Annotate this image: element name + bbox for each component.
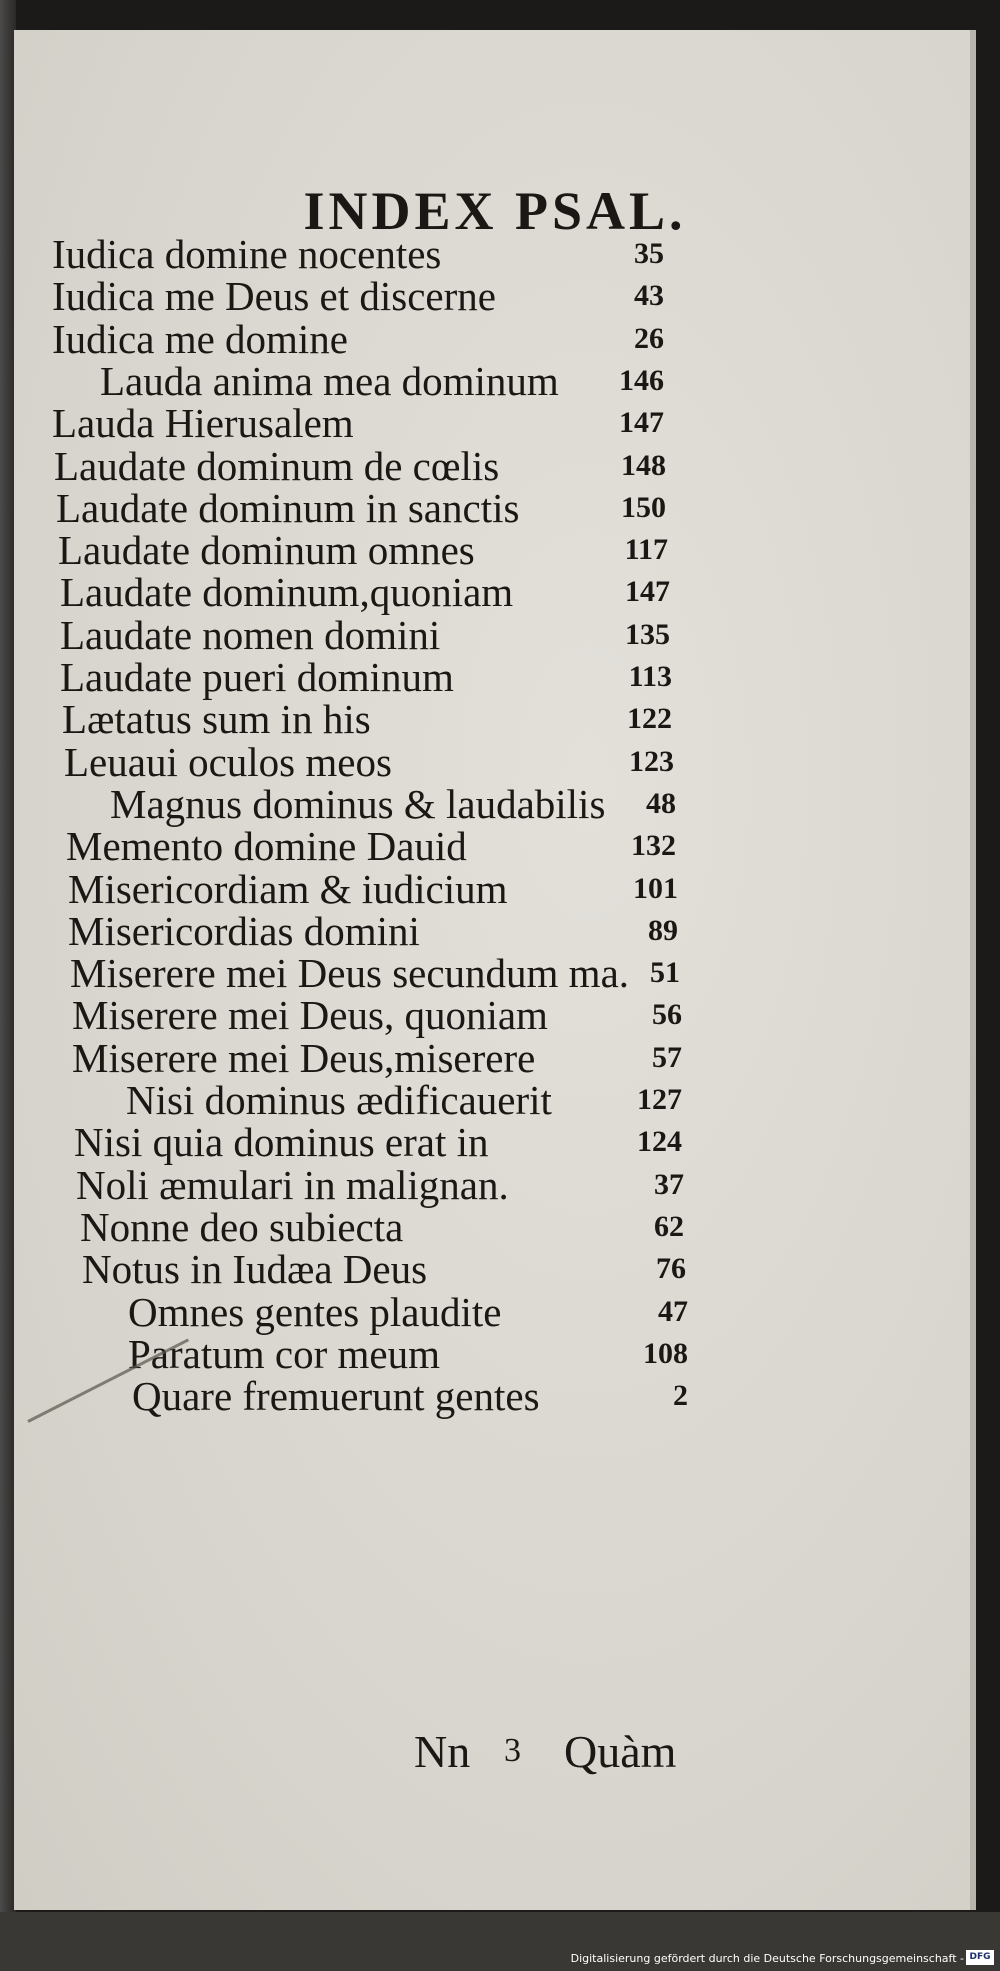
index-entry — [66, 822, 866, 870]
entry-incipit: Notus in Iudæa Deus — [82, 1246, 428, 1293]
index-entry — [52, 315, 852, 363]
entry-page-number: 124 — [637, 1125, 682, 1159]
index-entry — [58, 526, 858, 574]
entry-incipit: Lauda anima mea dominum — [100, 357, 559, 404]
index-entry — [72, 991, 872, 1039]
index-entry — [64, 738, 864, 786]
index-entry — [70, 949, 870, 997]
entry-incipit: Laudate dominum de cœlis — [54, 442, 500, 489]
entry-incipit: Laudate pueri dominum — [60, 654, 454, 700]
entry-incipit: Noli æmulari in malignan. — [76, 1161, 509, 1208]
entry-page-number: 89 — [648, 913, 678, 947]
entry-incipit: Laudate dominum in sanctis — [56, 484, 520, 531]
index-entry — [60, 611, 860, 659]
entry-incipit: Lauda Hierusalem — [52, 400, 354, 447]
index-entry — [126, 1076, 926, 1124]
entry-incipit: Paratum cor meum — [128, 1330, 440, 1377]
entry-page-number: 48 — [646, 786, 676, 820]
index-entry — [60, 653, 860, 701]
entry-incipit: Misericordiam & iudicium — [68, 865, 508, 912]
entry-incipit: Laudate nomen domini — [60, 611, 441, 658]
catchword: Quàm — [564, 1726, 677, 1777]
page-title: INDEX PSAL. — [303, 181, 687, 241]
index-entry — [56, 484, 856, 532]
entry-incipit: Leuaui oculos meos — [64, 738, 392, 785]
index-entry — [82, 1245, 882, 1293]
entry-incipit: Omnes gentes plaudite — [128, 1288, 502, 1335]
index-entry — [128, 1330, 928, 1378]
entry-page-number: 147 — [619, 406, 664, 440]
entry-page-number: 147 — [625, 575, 670, 609]
entry-page-number: 148 — [621, 448, 666, 482]
entry-incipit: Iudica domine nocentes — [52, 231, 442, 277]
index-entry — [52, 399, 852, 447]
entry-page-number: 56 — [652, 998, 682, 1032]
index-entry — [54, 442, 854, 490]
signature-number: 3 — [504, 1732, 521, 1769]
index-entry — [76, 1161, 876, 1209]
index-entry — [110, 780, 910, 828]
entry-page-number: 51 — [650, 956, 680, 990]
index-entry — [74, 1118, 874, 1166]
entry-page-number: 132 — [631, 829, 676, 863]
entry-page-number: 101 — [633, 871, 678, 905]
entry-incipit: Misericordias domini — [68, 907, 420, 954]
entry-page-number: 43 — [634, 279, 664, 313]
book-page — [14, 30, 976, 1910]
entry-page-number: 135 — [625, 617, 670, 651]
dfg-logo-icon: DFG — [966, 1950, 994, 1965]
entry-incipit: Iudica me Deus et discerne — [52, 273, 496, 320]
entry-page-number: 122 — [627, 702, 672, 736]
entry-page-number: 146 — [619, 363, 664, 397]
index-entry — [52, 230, 852, 278]
entry-incipit: Iudica me domine — [52, 315, 349, 362]
index-entry — [60, 568, 860, 616]
entry-incipit: Laudate dominum,quoniam — [60, 569, 514, 616]
entry-page-number: 2 — [673, 1379, 688, 1413]
entry-page-number: 113 — [628, 660, 672, 693]
entry-incipit: Nonne deo subiecta — [80, 1203, 404, 1250]
entry-page-number: 47 — [658, 1294, 688, 1328]
entry-incipit: Lætatus sum in his — [62, 696, 371, 743]
entry-page-number: 150 — [621, 490, 666, 524]
entry-incipit: Quare fremuerunt gentes — [132, 1373, 540, 1420]
entry-incipit: Nisi quia dominus erat in — [74, 1119, 489, 1166]
index-entry — [68, 865, 868, 913]
index-entry — [68, 907, 868, 955]
entry-page-number: 35 — [634, 237, 664, 270]
index-entry — [80, 1203, 880, 1251]
index-entry — [62, 695, 862, 743]
entry-page-number: 76 — [656, 1252, 686, 1286]
entry-page-number: 62 — [654, 1209, 684, 1243]
entry-incipit: Miserere mei Deus,miserere — [72, 1034, 536, 1081]
entry-incipit: Magnus dominus & laudabilis — [110, 780, 606, 827]
index-entry — [132, 1372, 932, 1420]
dfg-credit-text: Digitalisierung gefördert durch die Deutsche Forschungsgemeinschaft - — [570, 1952, 964, 1965]
entry-page-number: 26 — [634, 321, 664, 355]
entry-incipit: Miserere mei Deus, quoniam — [72, 992, 548, 1039]
entry-incipit: Miserere mei Deus secundum ma. — [70, 950, 630, 997]
entry-page-number: 117 — [624, 533, 668, 567]
index-entry — [72, 1034, 872, 1082]
entry-page-number: 123 — [629, 744, 674, 778]
entry-page-number: 57 — [652, 1040, 682, 1074]
entry-incipit: Memento domine Dauid — [66, 823, 467, 870]
entry-page-number: 37 — [654, 1167, 684, 1201]
signature-mark: Nn — [414, 1726, 471, 1777]
index-entry — [52, 272, 852, 320]
entry-page-number: 108 — [643, 1336, 688, 1370]
entry-page-number: 127 — [637, 1083, 682, 1116]
index-entry — [128, 1288, 928, 1336]
entry-incipit: Nisi dominus ædificauerit — [126, 1077, 552, 1123]
entry-incipit: Laudate dominum omnes — [58, 527, 475, 574]
index-entry — [100, 357, 900, 405]
